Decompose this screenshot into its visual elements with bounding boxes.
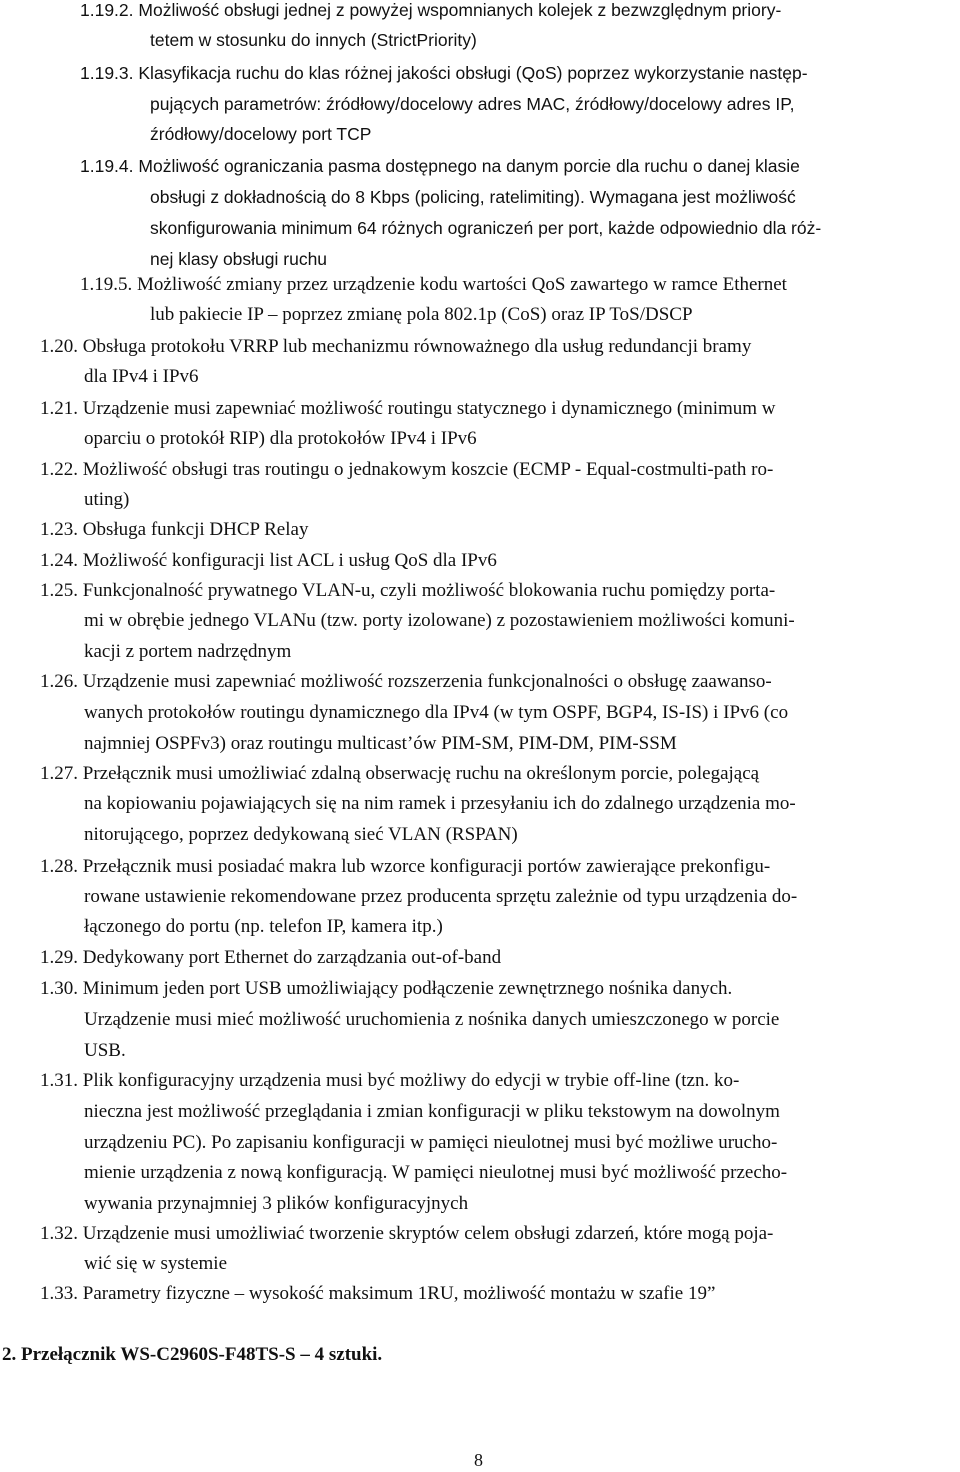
line-1-19-3-cont: źródłowy/docelowy port TCP (150, 124, 372, 144)
line-1-19-5-cont: lub pakiecie IP – poprzez zmianę pola 802.1p (CoS) oraz IP ToS/DSCP (150, 304, 693, 325)
line-1-22: 1.22. Możliwość obsługi tras routingu o jednakowym koszcie (ECMP - Equal-costmulti-path ro- (40, 459, 774, 480)
line-1-19-2: 1.19.2. Możliwość obsługi jednej z powyżej wspomnianych kolejek z bezwzględnym priory- (80, 0, 782, 20)
line-1-27: 1.27. Przełącznik musi umożliwiać zdalną obserwację ruchu na określonym porcie, polegającą (40, 763, 760, 784)
line-1-19-4-cont: obsługi z dokładnością do 8 Kbps (policing, ratelimiting). Wymagana jest możliwość (150, 187, 796, 207)
line-1-19-4-cont: nej klasy obsługi ruchu (150, 249, 328, 269)
line-1-29: 1.29. Dedykowany port Ethernet do zarządzania out-of-band (40, 947, 502, 968)
line-1-19-3: 1.19.3. Klasyfikacja ruchu do klas różnej jakości obsługi (QoS) poprzez wykorzystanie następ- (80, 63, 808, 83)
line-1-19-2-cont: tetem w stosunku do innych (StrictPriority) (150, 30, 477, 50)
line-1-31-cont: nieczna jest możliwość przeglądania i zmian konfiguracji w pliku tekstowym na dowolnym (84, 1101, 780, 1122)
line-1-30-cont: Urządzenie musi mieć możliwość uruchomienia z nośnika danych umieszczonego w porcie (84, 1009, 780, 1030)
line-1-19-3-cont: pujących parametrów: źródłowy/docelowy adres MAC, źródłowy/docelowy adres IP, (150, 94, 795, 114)
line-1-28-cont: łączonego do portu (np. telefon IP, kamera itp.) (84, 916, 443, 937)
page-number: 8 (474, 1450, 483, 1470)
line-1-30-cont: USB. (84, 1040, 126, 1061)
line-1-28-cont: rowane ustawienie rekomendowane przez producenta sprzętu zależnie od typu urządzenia do- (84, 886, 798, 907)
line-1-19-4: 1.19.4. Możliwość ograniczania pasma dostępnego na danym porcie dla ruchu o danej klasie (80, 156, 800, 176)
line-1-31: 1.31. Plik konfiguracyjny urządzenia musi być możliwy do edycji w trybie off-line (tzn. ko- (40, 1070, 740, 1091)
line-1-32-cont: wić się w systemie (84, 1253, 228, 1274)
line-1-20: 1.20. Obsługa protokołu VRRP lub mechanizmu równoważnego dla usług redundancji bramy (40, 336, 752, 357)
line-1-19-5: 1.19.5. Możliwość zmiany przez urządzenie kodu wartości QoS zawartego w ramce Ethernet (80, 274, 787, 295)
line-1-30: 1.30. Minimum jeden port USB umożliwiający podłączenie zewnętrznego nośnika danych. (40, 978, 733, 999)
line-1-21-cont: oparciu o protokół RIP) dla protokołów IPv4 i IPv6 (84, 428, 477, 449)
line-1-27-cont: nitorującego, poprzez dedykowaną sieć VLAN (RSPAN) (84, 824, 518, 845)
line-1-24: 1.24. Możliwość konfiguracji list ACL i usług QoS dla IPv6 (40, 550, 497, 571)
line-1-26: 1.26. Urządzenie musi zapewniać możliwość rozszerzenia funkcjonalności o obsługę zaawanso- (40, 671, 772, 692)
section-heading-2: 2. Przełącznik WS-C2960S-F48TS-S – 4 sztuki. (2, 1344, 383, 1365)
line-1-31-cont: wywania przynajmniej 3 plików konfiguracyjnych (84, 1193, 469, 1214)
line-1-20-cont: dla IPv4 i IPv6 (84, 366, 199, 387)
line-1-25: 1.25. Funkcjonalność prywatnego VLAN-u, czyli możliwość blokowania ruchu pomiędzy porta- (40, 580, 776, 601)
line-1-25-cont: mi w obrębie jednego VLANu (tzw. porty izolowane) z pozostawieniem możliwości komuni- (84, 610, 795, 631)
line-1-31-cont: mienie urządzenia z nową konfiguracją. W pamięci nieulotnej musi być możliwość przecho- (84, 1162, 788, 1183)
line-1-27-cont: na kopiowaniu pojawiających się na nim ramek i przesyłaniu ich do zdalnego urządzenia mo- (84, 793, 796, 814)
line-1-26-cont: wanych protokołów routingu dynamicznego dla IPv4 (w tym OSPF, BGP4, IS-IS) i IPv6 (co (84, 702, 789, 723)
line-1-23: 1.23. Obsługa funkcji DHCP Relay (40, 519, 309, 540)
line-1-32: 1.32. Urządzenie musi umożliwiać tworzenie skryptów celem obsługi zdarzeń, które mogą poja- (40, 1223, 774, 1244)
line-1-31-cont: urządzeniu PC). Po zapisaniu konfiguracji w pamięci nieulotnej musi być możliwe urucho- (84, 1132, 778, 1153)
line-1-25-cont: kacji z portem nadrzędnym (84, 641, 292, 662)
line-1-22-cont: uting) (84, 489, 130, 510)
line-1-26-cont: najmniej OSPFv3) oraz routingu multicast’ów PIM-SM, PIM-DM, PIM-SSM (84, 733, 677, 754)
line-1-21: 1.21. Urządzenie musi zapewniać możliwość routingu statycznego i dynamicznego (minimum w (40, 398, 776, 419)
line-1-28: 1.28. Przełącznik musi posiadać makra lub wzorce konfiguracji portów zawierające prekonfigu- (40, 856, 771, 877)
line-1-33: 1.33. Parametry fizyczne – wysokość maksimum 1RU, możliwość montażu w szafie 19” (40, 1283, 716, 1304)
line-1-19-4-cont: skonfigurowania minimum 64 różnych ograniczeń per port, każde odpowiednio dla róż- (150, 218, 822, 238)
